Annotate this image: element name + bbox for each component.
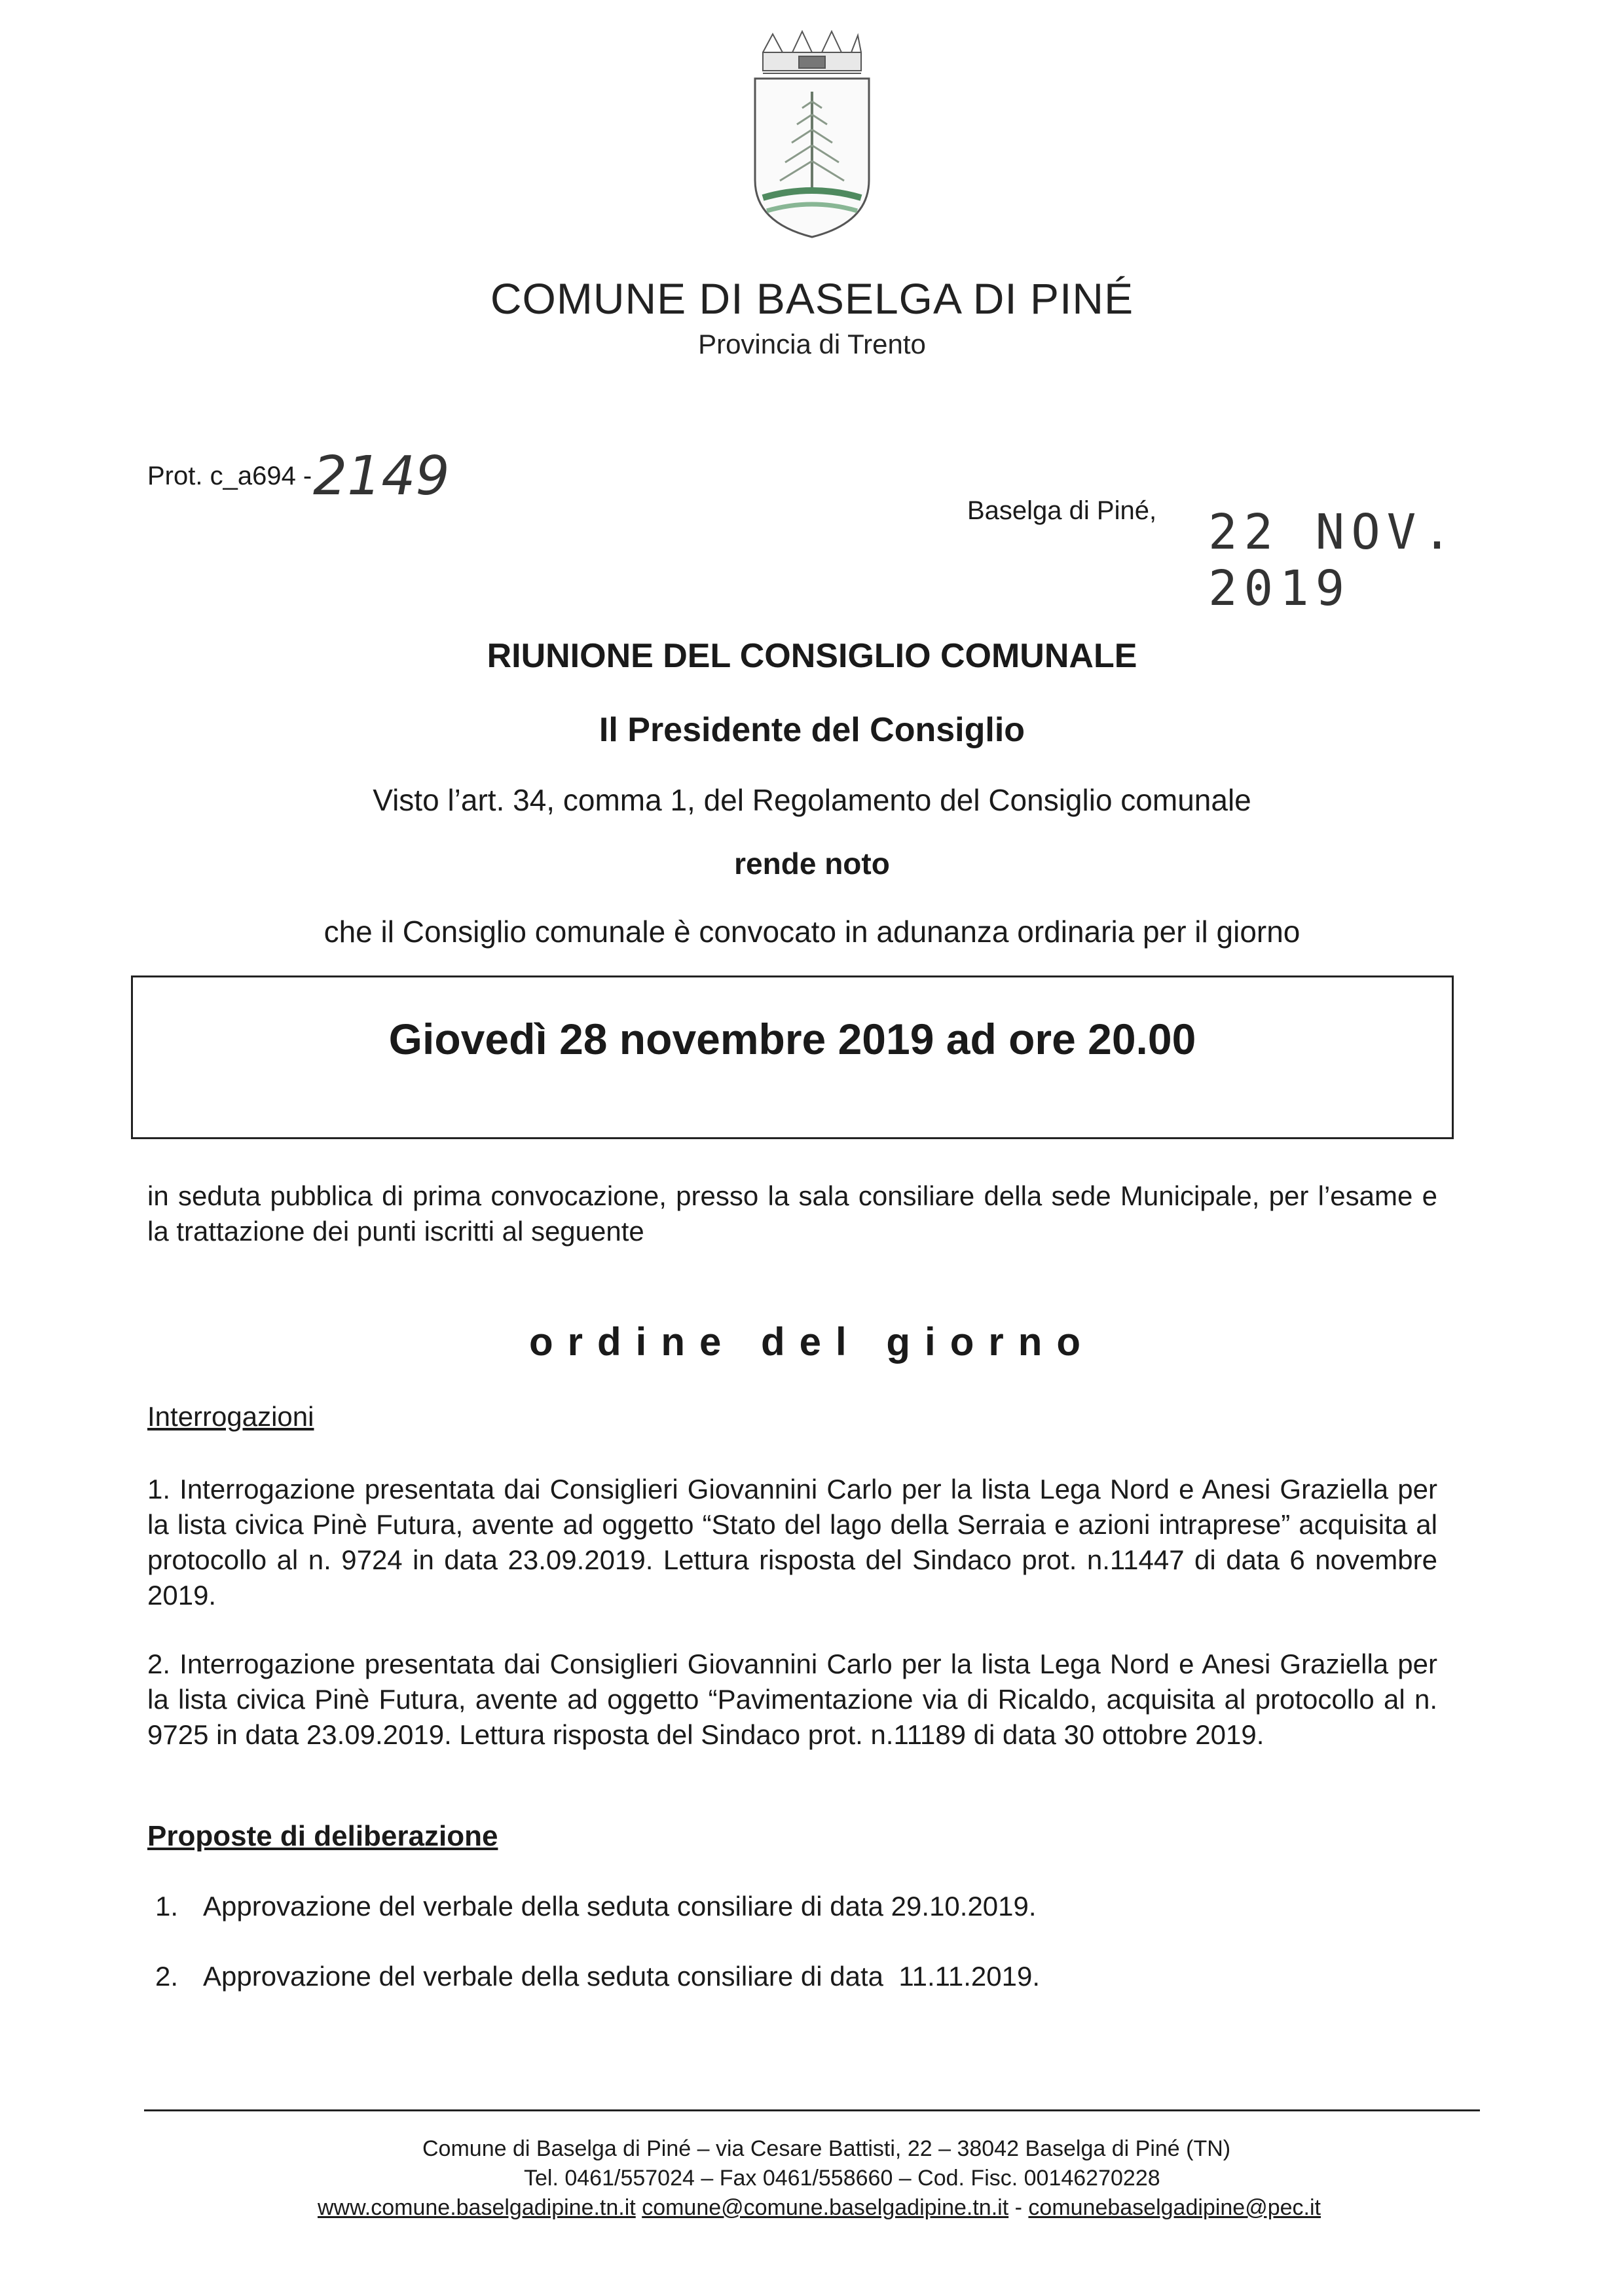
- protocol-number: 2149: [313, 445, 450, 507]
- document-title: RIUNIONE DEL CONSIGLIO COMUNALE: [487, 637, 1137, 675]
- meeting-date: Giovedì 28 novembre 2019 ad ore 20.00: [388, 1015, 1196, 1063]
- presidente-heading: Il Presidente del Consiglio: [599, 711, 1025, 749]
- proposta-text: Approvazione del verbale della seduta consiliare di data 11.11.2019.: [203, 1961, 1040, 1992]
- proposta-number: 2.: [155, 1961, 179, 1992]
- interrogazione-item: 2. Interrogazione presentata dai Consiglieri Giovannini Carlo per la lista Lega Nord e Anesi Graziella per la lista civica Pinè Futura, avente ad oggetto “Pavimentazione via di Ricaldo, acquisita al protocollo al n. 9725 in data 23.09.2019. Lettura risposta del Sindaco prot. n.11189 di data 30 ottobre 2019.: [147, 1649, 1437, 1750]
- convocation-line: che il Consiglio comunale è convocato in adunanza ordinaria per il giorno: [323, 915, 1301, 949]
- agenda-title: ordine del giorno: [529, 1320, 1095, 1364]
- interrogazione-item: 1. Interrogazione presentata dai Consiglieri Giovannini Carlo per la lista Lega Nord e Anesi Graziella per la lista civica Pinè Futura, avente ad oggetto “Stato del lago della Serraia e azioni intraprese” acquisita al protocollo al n. 9724 in data 23.09.2019. Lettura risposta del Sindaco prot. n.11447 di data 6 novembre 2019.: [147, 1474, 1437, 1611]
- proposta-item: [155, 1891, 1037, 1922]
- footer-divider: [144, 2109, 1480, 2111]
- proposta-text: Approvazione del verbale della seduta consiliare di data 29.10.2019.: [203, 1891, 1037, 1922]
- meeting-date-box: [131, 975, 1454, 1139]
- rende-noto: rende noto: [734, 847, 890, 881]
- proposte-heading: Proposte di deliberazione: [147, 1820, 498, 1852]
- municipal-crest-icon: [737, 26, 887, 242]
- proposta-number: 1.: [155, 1891, 179, 1922]
- provincia-subtitle: Provincia di Trento: [698, 329, 926, 359]
- footer-separator: -: [1014, 2195, 1022, 2220]
- date-stamp: 22 NOV. 2019: [1208, 504, 1458, 617]
- email-link[interactable]: comune@comune.baselgadipine.tn.it: [642, 2195, 1009, 2220]
- footer-address: Comune di Baselga di Piné – via Cesare Battisti, 22 – 38042 Baselga di Piné (TN): [422, 2136, 1231, 2161]
- visto-line: Visto l’art. 34, comma 1, del Regolamento del Consiglio comunale: [373, 783, 1251, 817]
- comune-title: COMUNE DI BASELGA DI PINÉ: [490, 274, 1134, 323]
- pec-link[interactable]: comunebaselgadipine@pec.it: [1028, 2195, 1321, 2220]
- proposta-item: [155, 1961, 1040, 1992]
- website-link[interactable]: www.comune.baselgadipine.tn.it: [318, 2195, 636, 2220]
- protocol-label: Prot. c_a694 -: [147, 462, 312, 490]
- footer-links: [318, 2195, 1321, 2221]
- interrogazioni-heading: Interrogazioni: [147, 1401, 314, 1432]
- seduta-paragraph: in seduta pubblica di prima convocazione, presso la sala consiliare della sede Municipale, per l’esame e la trattazione dei punti iscritti al seguente: [147, 1180, 1437, 1247]
- footer-contacts: Tel. 0461/557024 – Fax 0461/558660 – Cod. Fisc. 00146270228: [524, 2166, 1160, 2191]
- place-label: Baselga di Piné,: [967, 496, 1157, 525]
